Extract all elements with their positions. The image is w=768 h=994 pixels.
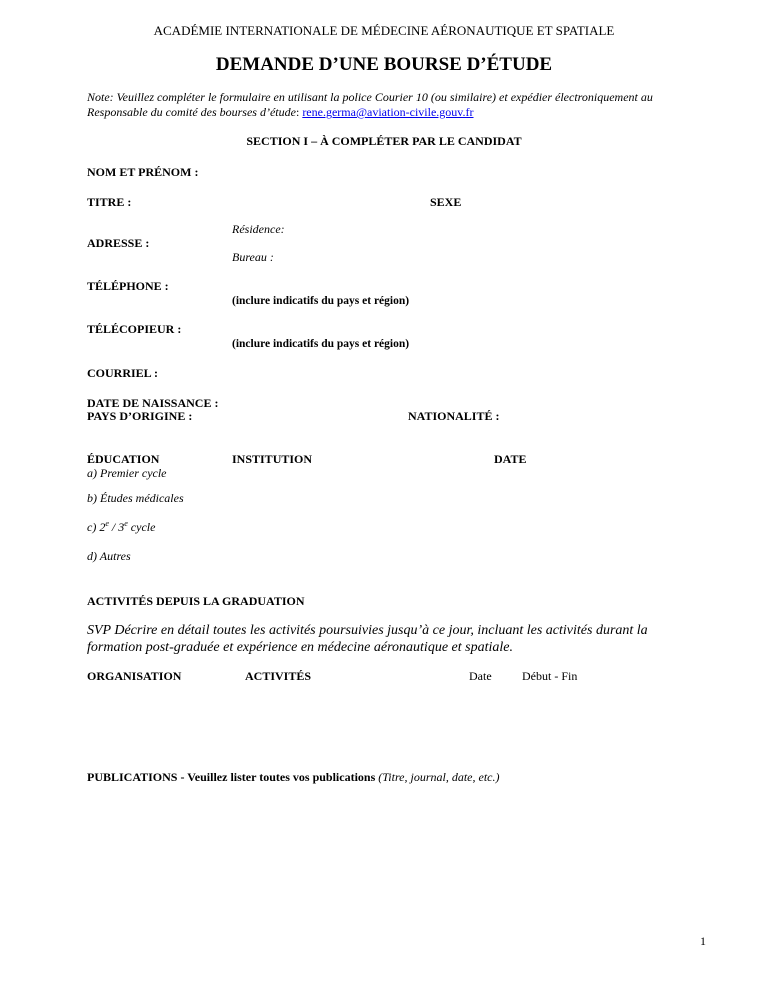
education-item-c-mid: / 3 [108, 520, 125, 534]
nationality-label: NATIONALITÉ : [408, 409, 500, 423]
section-heading: SECTION I – À COMPLÉTER PAR LE CANDIDAT [246, 134, 522, 148]
note-line-2 [87, 105, 474, 120]
education-item-b: b) Études médicales [87, 491, 184, 505]
academy-name: ACADÉMIE INTERNATIONALE DE MÉDECINE AÉRONAUTIQUE ET SPATIALE [153, 23, 615, 38]
email-label: COURRIEL : [87, 366, 159, 380]
note-line-2-text: Responsable du comité des bourses d’étude [87, 105, 296, 119]
residence-label: Résidence: [232, 222, 285, 236]
publications-hint: (Titre, journal, date, etc.) [375, 770, 500, 784]
education-item-c-sup2: e [124, 519, 128, 528]
education-heading: ÉDUCATION [87, 452, 160, 466]
phone-label: TÉLÉPHONE : [87, 279, 169, 293]
page-number: 1 [700, 934, 706, 948]
committee-email-link[interactable]: rene.germa@aviation-civile.gouv.fr [302, 105, 474, 119]
education-item-c-suffix: cycle [127, 520, 156, 534]
fax-note: (inclure indicatifs du pays et région) [232, 338, 410, 350]
note-line-1: Note: Veuillez compléter le formulaire en utilisant la police Courier 10 (ou similaire) et expédier électroniquement au [87, 90, 653, 104]
education-item-c [87, 520, 155, 535]
title-label: TITRE : [87, 195, 132, 209]
activities-instruction-2: formation post-graduée et expérience en médecine aéronautique et spatiale. [87, 640, 513, 655]
education-item-a: a) Premier cycle [87, 466, 167, 480]
date-column-header: DATE [494, 452, 527, 466]
note-colon: : [295, 105, 303, 119]
activities-column-header: ACTIVITÉS [245, 669, 312, 683]
publications-heading-text: PUBLICATIONS - Veuillez lister toutes vos publications [87, 770, 376, 784]
institution-column-header: INSTITUTION [232, 452, 313, 466]
start-end-header: Début - Fin [522, 669, 578, 683]
education-item-d: d) Autres [87, 549, 131, 563]
country-label: PAYS D’ORIGINE : [87, 409, 193, 423]
address-label: ADRESSE : [87, 236, 150, 250]
activities-heading: ACTIVITÉS DEPUIS LA GRADUATION [87, 594, 305, 608]
form-title: DEMANDE D’UNE BOURSE D’ÉTUDE [215, 54, 553, 75]
organisation-column-header: ORGANISATION [87, 669, 182, 683]
fax-label: TÉLÉCOPIEUR : [87, 322, 182, 336]
activities-instruction-1: SVP Décrire en détail toutes les activités poursuivies jusqu’à ce jour, incluant les activités durant la [87, 623, 648, 638]
phone-note: (inclure indicatifs du pays et région) [232, 295, 410, 307]
sex-label: SEXE [430, 195, 462, 209]
office-label: Bureau : [232, 250, 274, 264]
date-header: Date [469, 669, 492, 683]
education-item-c-sup1: e [105, 519, 109, 528]
name-label: NOM ET PRÉNOM : [87, 165, 199, 179]
birthdate-label: DATE DE NAISSANCE : [87, 396, 219, 410]
publications-heading [87, 770, 499, 785]
education-item-c-prefix: c) 2 [87, 520, 106, 534]
